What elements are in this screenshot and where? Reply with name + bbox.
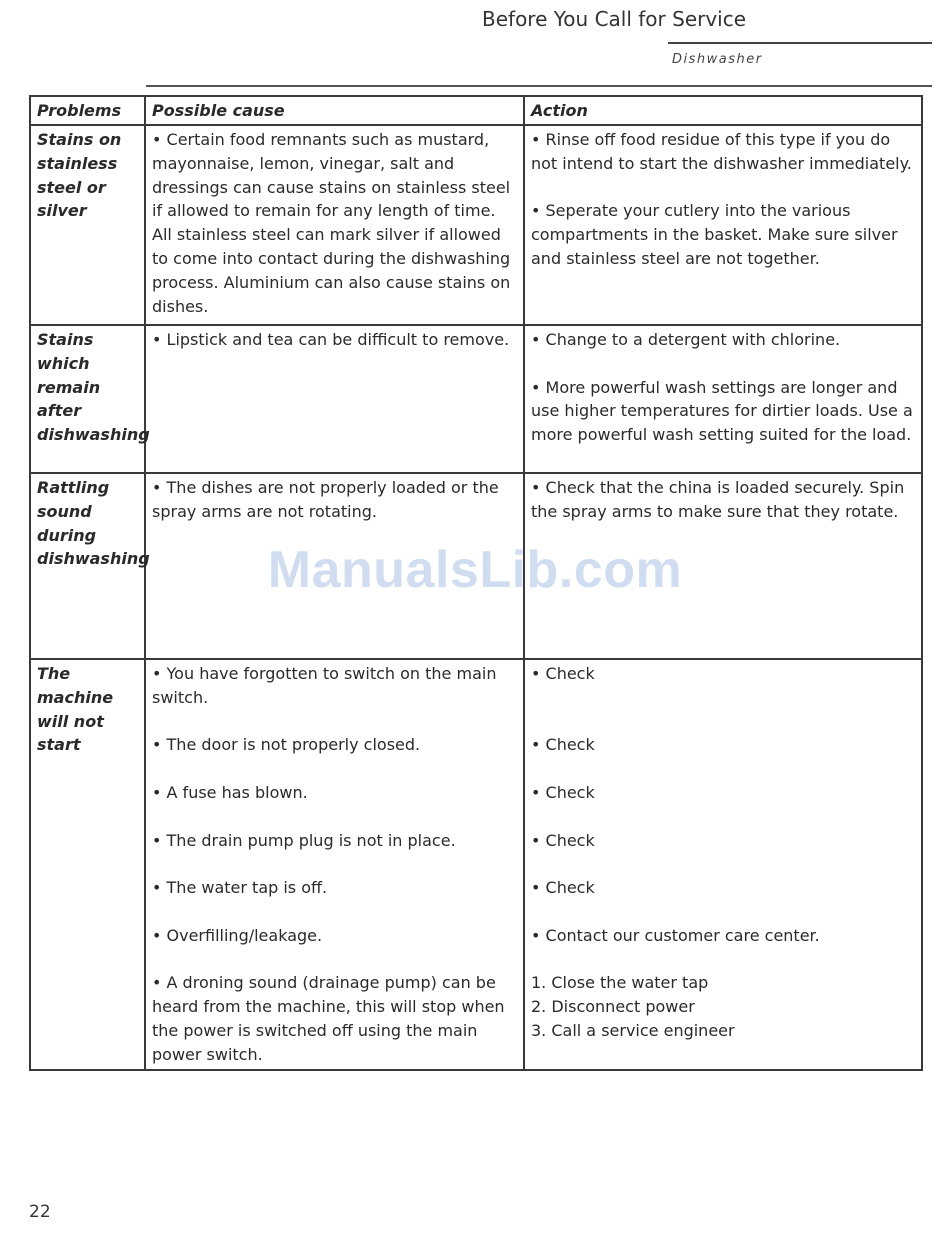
action-step: 1. Close the water tap <box>531 973 709 993</box>
cause-text: • The door is not properly closed. <box>152 735 421 755</box>
header-rule-long <box>146 85 932 87</box>
page-number: 22 <box>29 1202 51 1222</box>
cause-text: • The water tap is off. <box>152 878 328 898</box>
problem-cell: The machine will not start <box>30 659 145 1070</box>
watermark: ManualsLib.com <box>267 541 683 599</box>
action-step: 2. Disconnect power <box>531 997 695 1017</box>
header-problems: Problems <box>30 96 145 125</box>
action-text: • Contact our customer care center. <box>531 925 820 945</box>
table-row <box>30 659 922 1070</box>
action-cell <box>524 325 922 473</box>
problem-cell: Rattling sound during dishwashing <box>30 473 145 659</box>
page-title: Before You Call for Service <box>482 7 747 31</box>
cause-text: • Lipstick and tea can be difficult to remove. <box>152 330 510 349</box>
table-row <box>30 473 922 659</box>
cause-cell <box>145 125 524 325</box>
table-header-row <box>30 96 922 125</box>
cause-text: • The dishes are not properly loaded or the spray arms are not rotating. <box>152 478 499 521</box>
action-text: • Check <box>531 664 595 683</box>
header-action: Action <box>524 96 922 125</box>
page-subtitle: Dishwasher <box>672 52 763 67</box>
cause-cell <box>145 473 524 659</box>
action-text: • Check that the china is loaded securely. Spin the spray arms to make sure that they rotate. <box>531 478 905 521</box>
cause-text: • The drain pump plug is not in place. <box>152 830 456 850</box>
cause-text: • You have forgotten to switch on the main switch. <box>152 664 497 707</box>
action-cell <box>524 473 922 659</box>
action-text: • Check <box>531 878 595 898</box>
problem-cell: Stains on stainless steel or silver <box>30 125 145 325</box>
cause-text: • Certain food remnants such as mustard, mayonnaise, lemon, vinegar, salt and dressings can cause stains on stainless steel if allowed to remain for any length of time. All stainless steel can mark silver if allowed to come into contact during the dishwashing process. Aluminium can also cause stains on dishes. <box>152 130 511 316</box>
action-text: • Check <box>531 735 595 755</box>
header-rule-short <box>668 42 932 44</box>
cause-text: • Overfilling/leakage. <box>152 925 323 945</box>
header-possible-cause: Possible cause <box>145 96 524 125</box>
table-row <box>30 125 922 325</box>
action-text: • Check <box>531 782 595 802</box>
troubleshooting-table <box>29 95 923 1071</box>
problem-cell: Stains which remain after dishwashing <box>30 325 145 473</box>
cause-text: • A fuse has blown. <box>152 782 308 802</box>
action-text: • More powerful wash settings are longer and use higher temperatures for dirtier loads. Use a more powerful wash setting suited for the load. <box>531 377 913 445</box>
action-cell <box>524 125 922 325</box>
action-text: • Rinse off food residue of this type if you do not intend to start the dishwasher immediately. <box>531 130 912 173</box>
cause-cell <box>145 659 524 1070</box>
action-text: • Check <box>531 830 595 850</box>
table-row <box>30 325 922 473</box>
cause-text: • A droning sound (drainage pump) can be heard from the machine, this will stop when the power is switched off using the main power switch. <box>152 973 505 1064</box>
cause-cell <box>145 325 524 473</box>
action-text: • Change to a detergent with chlorine. <box>531 330 841 349</box>
action-cell <box>524 659 922 1070</box>
action-text: • Seperate your cutlery into the various compartments in the basket. Make sure silver and stainless steel are not together. <box>531 201 898 268</box>
action-step: 3. Call a service engineer <box>531 1020 735 1040</box>
